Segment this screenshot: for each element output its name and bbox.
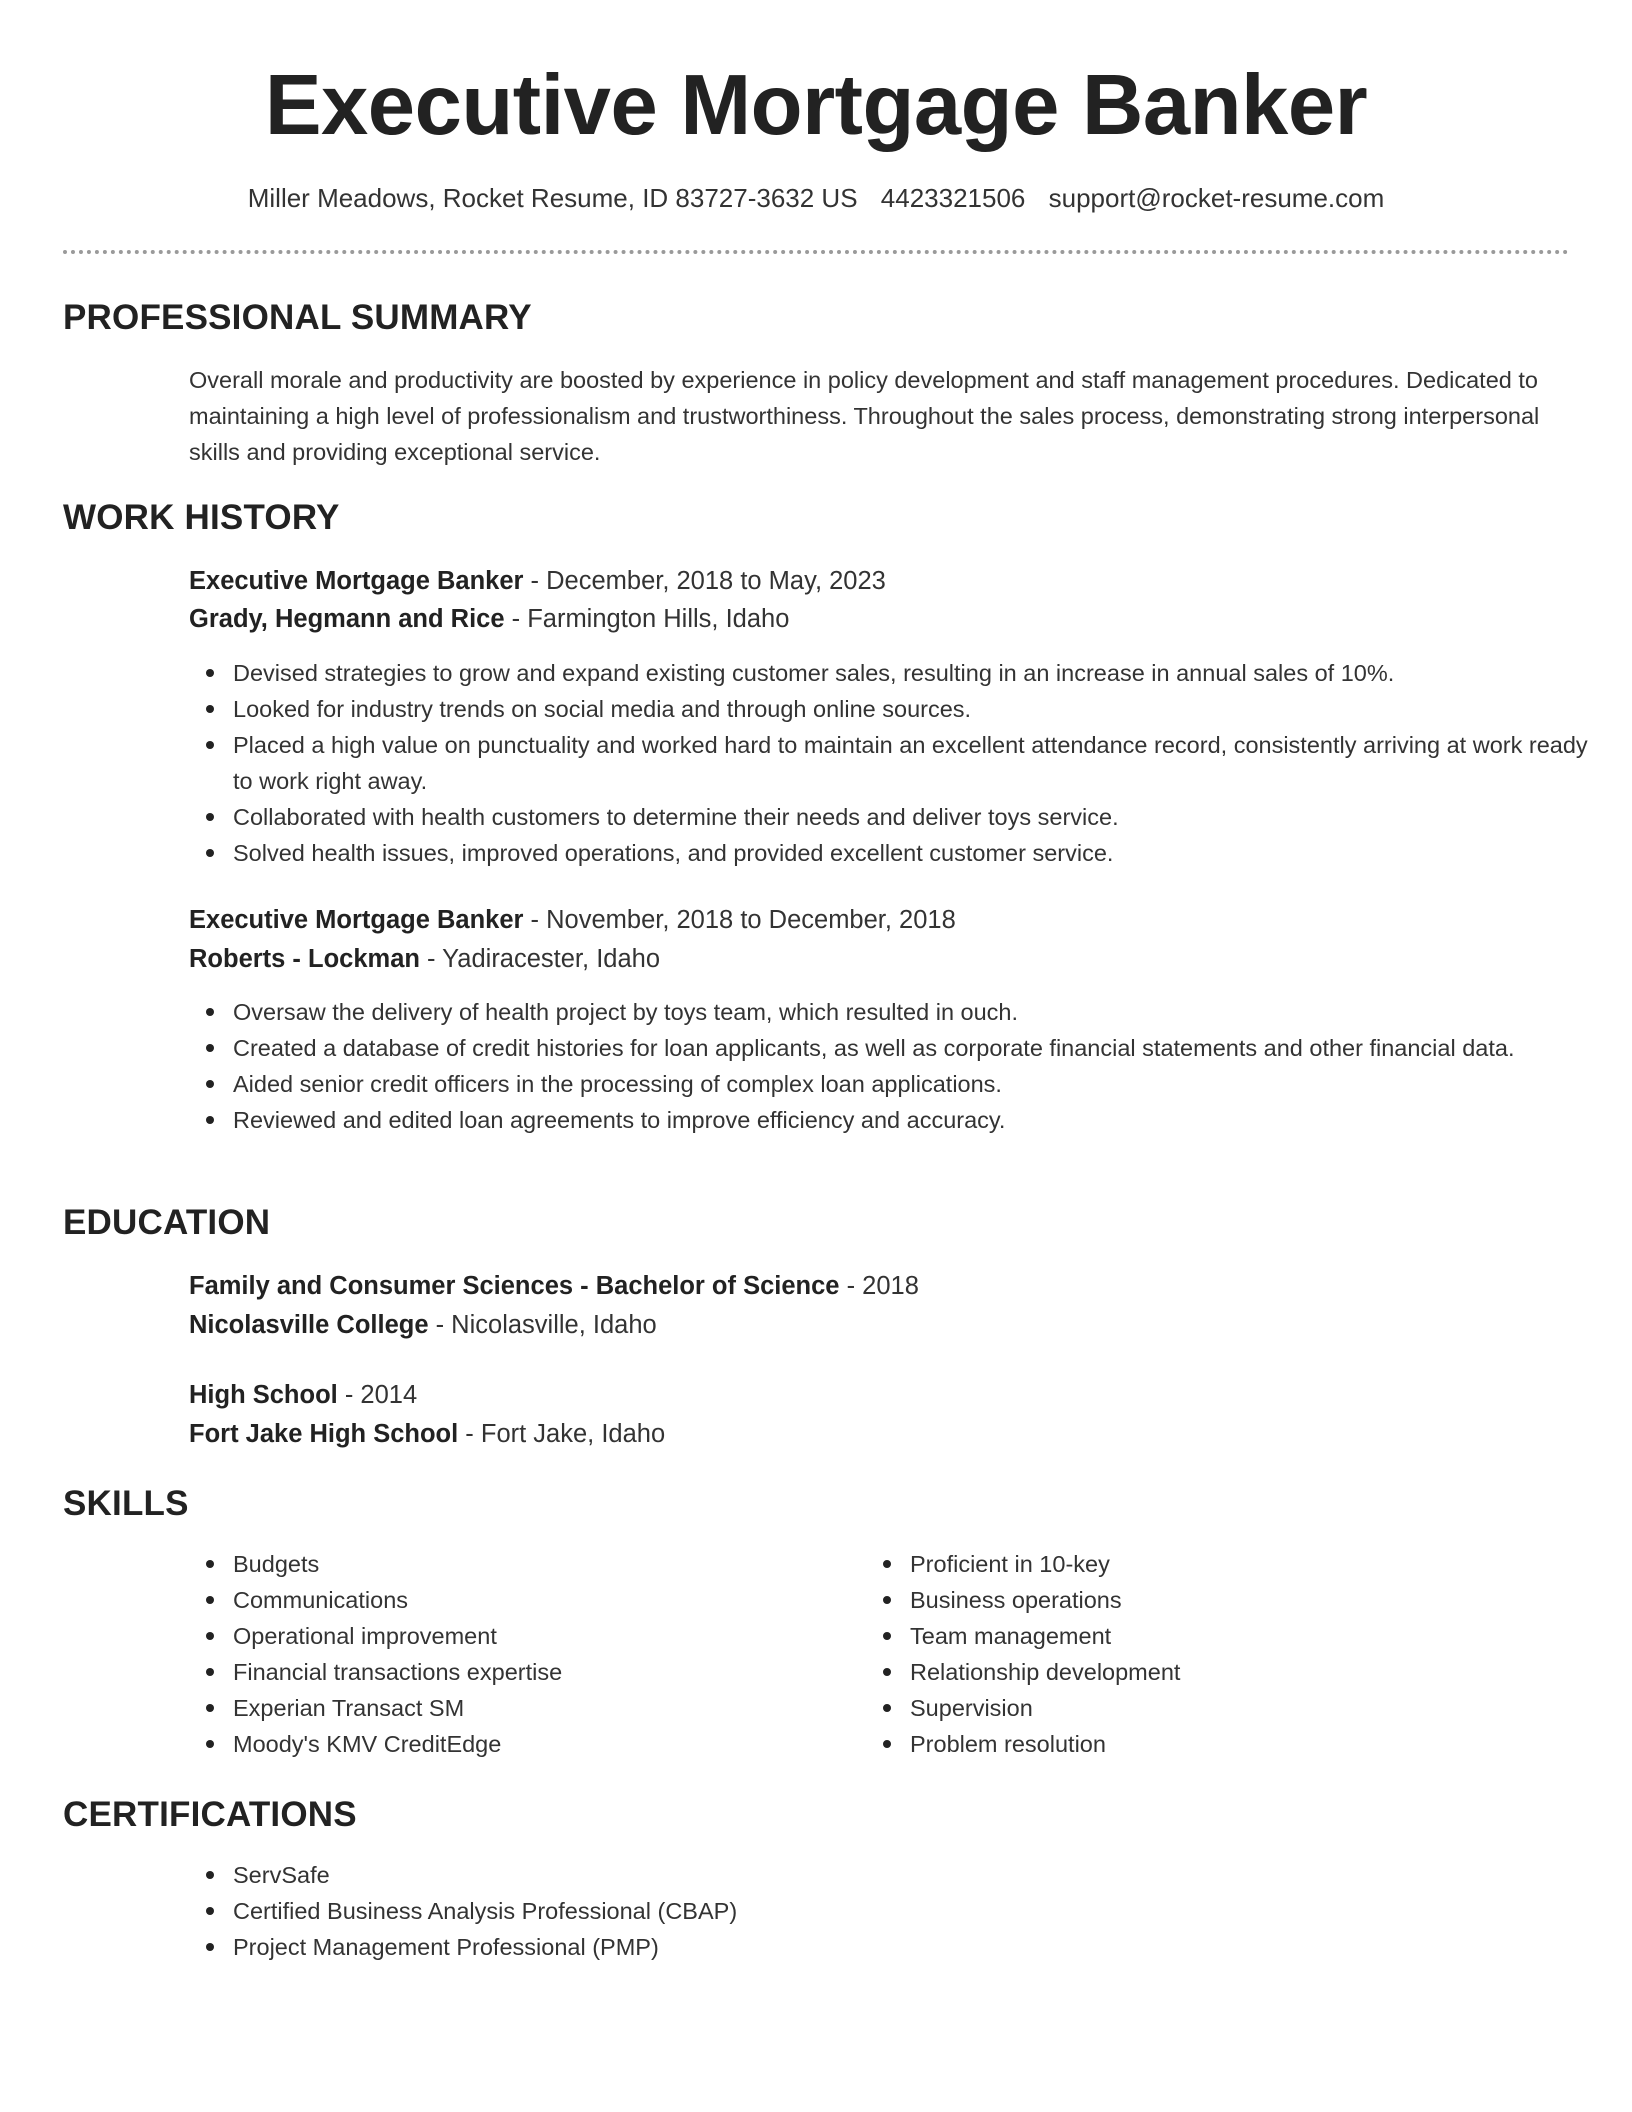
job-1-bullets xyxy=(189,655,1613,871)
skill-item: Budgets xyxy=(233,1546,1613,1582)
education-2-location: - Fort Jake, Idaho xyxy=(458,1420,666,1448)
education-2-school-line xyxy=(189,1416,665,1452)
list-item: Reviewed and edited loan agreements to improve efficiency and accuracy. xyxy=(233,1102,1613,1138)
education-1-degree-line xyxy=(189,1268,919,1304)
skill-item: Moody's KMV CreditEdge xyxy=(233,1726,1613,1762)
skill-item: Experian Transact SM xyxy=(233,1690,1613,1726)
education-2-year: - 2014 xyxy=(337,1381,418,1409)
job-1-location: - Farmington Hills, Idaho xyxy=(504,605,790,633)
skill-item: Supervision xyxy=(910,1690,1632,1726)
certification-item: ServSafe xyxy=(233,1857,1613,1893)
list-item: Aided senior credit officers in the processing of complex loan applications. xyxy=(233,1066,1613,1102)
work-history-heading: WORK HISTORY xyxy=(63,498,340,537)
education-1-location: - Nicolasville, Idaho xyxy=(428,1311,657,1339)
job-2-location: - Yadiracester, Idaho xyxy=(419,945,661,973)
skill-item: Business operations xyxy=(910,1582,1632,1618)
education-1-school: Nicolasville College xyxy=(189,1311,429,1339)
list-item: Collaborated with health customers to determine their needs and deliver toys service. xyxy=(233,799,1613,835)
contact-address: Miller Meadows, Rocket Resume, ID 83727-3632 US xyxy=(247,183,858,213)
summary-text: Overall morale and productivity are boosted by experience in policy development and staff management procedures. Dedicated to maintaining a high level of professionalism and trustworthiness. Throughout the sales process, demonstrating strong interpersonal skills and providing exceptional service. xyxy=(189,367,1540,465)
contact-phone: 4423321506 xyxy=(880,183,1026,213)
education-heading: EDUCATION xyxy=(63,1203,271,1242)
job-2-company: Roberts - Lockman xyxy=(189,945,420,973)
skill-item: Problem resolution xyxy=(910,1726,1632,1762)
list-item: Placed a high value on punctuality and worked hard to maintain an excellent attendance record, consistently arriving at work ready to work right away. xyxy=(233,727,1613,799)
education-2-school: Fort Jake High School xyxy=(189,1420,459,1448)
list-item: Oversaw the delivery of health project by toys team, which resulted in ouch. xyxy=(233,994,1613,1030)
education-2-degree: High School xyxy=(189,1381,338,1409)
header-divider xyxy=(63,250,1569,254)
job-2-dates: - November, 2018 to December, 2018 xyxy=(523,906,956,934)
skill-item: Proficient in 10-key xyxy=(910,1546,1632,1582)
job-1-company: Grady, Hegmann and Rice xyxy=(189,605,505,633)
skill-item: Communications xyxy=(233,1582,1613,1618)
education-1-degree: Family and Consumer Sciences - Bachelor of Science xyxy=(189,1272,840,1300)
education-2-degree-line xyxy=(189,1377,417,1413)
job-2-role: Executive Mortgage Banker xyxy=(189,906,524,934)
job-1-dates: - December, 2018 to May, 2023 xyxy=(523,567,886,595)
job-1-company-line xyxy=(189,601,789,637)
skill-item: Operational improvement xyxy=(233,1618,1613,1654)
certification-item: Certified Business Analysis Professional (CBAP) xyxy=(233,1893,1613,1929)
list-item: Devised strategies to grow and expand existing customer sales, resulting in an increase in annual sales of 10%. xyxy=(233,655,1613,691)
education-1-year: - 2018 xyxy=(839,1272,919,1300)
list-item: Looked for industry trends on social media and through online sources. xyxy=(233,691,1613,727)
job-1-role: Executive Mortgage Banker xyxy=(189,567,524,595)
certifications-list xyxy=(189,1857,1613,1965)
certification-item: Project Management Professional (PMP) xyxy=(233,1929,1613,1965)
resume-name: Executive Mortgage Banker xyxy=(264,58,1368,153)
education-1-school-line xyxy=(189,1307,657,1343)
job-2-bullets xyxy=(189,994,1613,1138)
certifications-heading: CERTIFICATIONS xyxy=(63,1795,357,1834)
summary-heading: PROFESSIONAL SUMMARY xyxy=(63,298,532,337)
list-item: Solved health issues, improved operations, and provided excellent customer service. xyxy=(233,835,1613,871)
skill-item: Team management xyxy=(910,1618,1632,1654)
job-2-title-line xyxy=(189,902,956,938)
list-item: Created a database of credit histories for loan applicants, as well as corporate financial statements and other financial data. xyxy=(233,1030,1613,1066)
skill-item: Financial transactions expertise xyxy=(233,1654,1613,1690)
job-1-title-line xyxy=(189,563,886,599)
skills-right-column xyxy=(866,1546,1632,1762)
contact-email: support@rocket-resume.com xyxy=(1048,183,1385,213)
skills-heading: SKILLS xyxy=(63,1484,189,1523)
contact-line xyxy=(0,180,1632,216)
skill-item: Relationship development xyxy=(910,1654,1632,1690)
job-2-company-line xyxy=(189,941,660,977)
